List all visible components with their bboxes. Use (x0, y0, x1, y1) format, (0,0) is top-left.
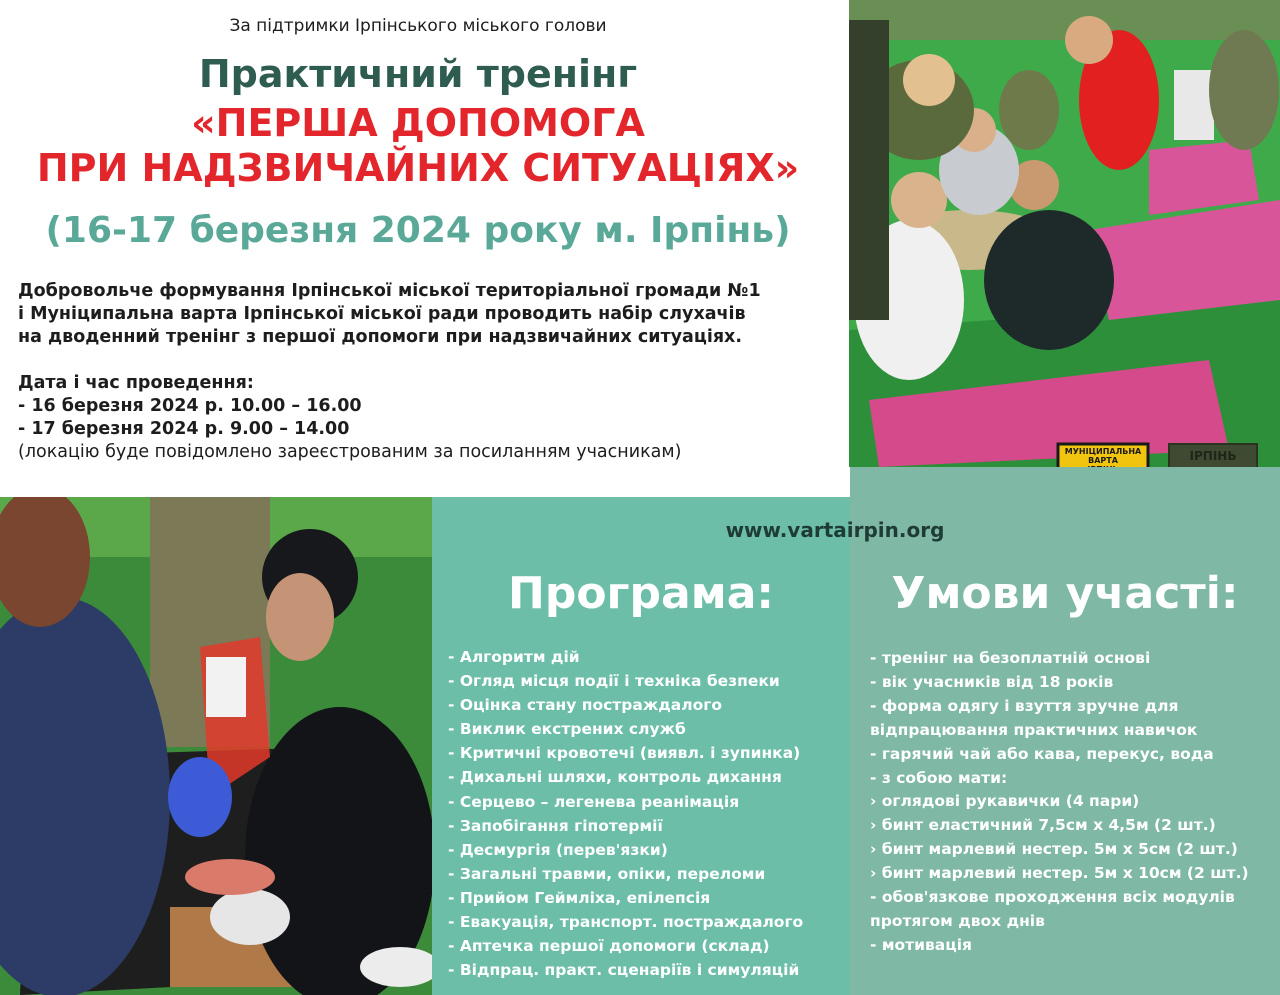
svg-text:ІРПІНЬ: ІРПІНЬ (1189, 449, 1237, 463)
conditions-list (870, 647, 1275, 958)
schedule-note: (локацію буде повідомлено зареєстрованим за посиланням учасникам) (18, 442, 682, 462)
program-item: - Оцінка стану постраждалого (448, 696, 722, 715)
event-dates: (16-17 березня 2024 року м. Ірпінь) (45, 210, 791, 251)
intro-paragraph (18, 280, 838, 349)
website-link[interactable]: www.vartairpin.org (725, 518, 945, 542)
program-item: - Серцево – легенева реанімація (448, 792, 740, 811)
condition-item: протягом двох днів (870, 911, 1045, 930)
condition-item: - гарячий чай або кава, перекус, вода (870, 744, 1214, 763)
training-photo-top (849, 0, 1280, 467)
condition-item: › бинт марлевий нестер. 5м х 10см (2 шт.) (870, 864, 1249, 883)
intro-line-2: і Муніципальна варта Ірпінської міської ради проводить набір слухачів (18, 304, 746, 324)
svg-text:ВАРТА: ВАРТА (1088, 456, 1118, 465)
condition-item: › бинт еластичний 7,5см х 4,5м (2 шт.) (870, 816, 1216, 835)
program-item: - Прийом Геймліха, епілепсія (448, 888, 711, 907)
schedule-block (18, 372, 838, 464)
program-item: - Аптечка першої допомоги (склад) (448, 937, 770, 956)
program-item: - Відпрац. практ. сценаріїв і симуляцій (448, 961, 800, 980)
intro-line-1: Добровольче формування Ірпінської міської територіальної громади №1 (18, 281, 761, 301)
condition-item: - обов'язкове проходження всіх модулів (870, 888, 1235, 907)
program-item: - Запобігання гіпотермії (448, 816, 663, 835)
intro-line-3: на дводенний тренінг з першої допомоги при надзвичайних ситуаціях. (18, 327, 742, 347)
program-item: - Евакуація, транспорт. постраждалого (448, 913, 804, 932)
schedule-heading: Дата і час проведення: (18, 373, 254, 393)
conditions-heading: Умови участі: (891, 568, 1239, 619)
schedule-day-2: - 17 березня 2024 р. 9.00 – 14.00 (18, 419, 350, 439)
condition-item: - з собою мати: (870, 768, 1008, 787)
condition-item: - вік учасників від 18 років (870, 672, 1114, 691)
condition-item: - мотивація (870, 935, 973, 954)
bleeding-control-photo (0, 497, 432, 995)
support-line: За підтримки Ірпінського міського голови (229, 16, 607, 36)
program-item: - Десмургія (перев'язки) (448, 840, 668, 859)
program-item: - Критичні кровотечі (виявл. і зупинка) (448, 744, 801, 763)
schedule-day-1: - 16 березня 2024 р. 10.00 – 16.00 (18, 396, 362, 416)
condition-item: - тренінг на безоплатній основі (870, 649, 1151, 667)
program-item: - Загальні травми, опіки, переломи (448, 864, 766, 883)
training-title: Практичний тренінг (198, 52, 638, 96)
program-item: - Дихальні шляхи, контроль дихання (448, 768, 782, 787)
training-topic (0, 101, 836, 191)
training-photo-top-illustration (849, 0, 1280, 467)
condition-item: відпрацювання практичних навичок (870, 720, 1198, 739)
program-list (448, 645, 848, 982)
condition-item: - форма одягу і взуття зручне для (870, 696, 1179, 715)
topic-line-1: «ПЕРША ДОПОМОГА (191, 101, 645, 145)
topic-line-2: ПРИ НАДЗВИЧАЙНИХ СИТУАЦІЯХ» (36, 146, 800, 190)
program-heading: Програма: (508, 568, 774, 619)
program-item: - Алгоритм дій (448, 648, 580, 666)
program-item: - Виклик екстрених служб (448, 720, 686, 739)
condition-item: › бинт марлевий нестер. 5м х 5см (2 шт.) (870, 840, 1238, 859)
svg-text:МУНІЦИПАЛЬНА: МУНІЦИПАЛЬНА (1064, 447, 1142, 456)
bleeding-control-photo-illustration (0, 497, 432, 995)
condition-item: › оглядові рукавички (4 пари) (870, 792, 1140, 811)
program-item: - Огляд місця події і техніка безпеки (448, 672, 780, 691)
